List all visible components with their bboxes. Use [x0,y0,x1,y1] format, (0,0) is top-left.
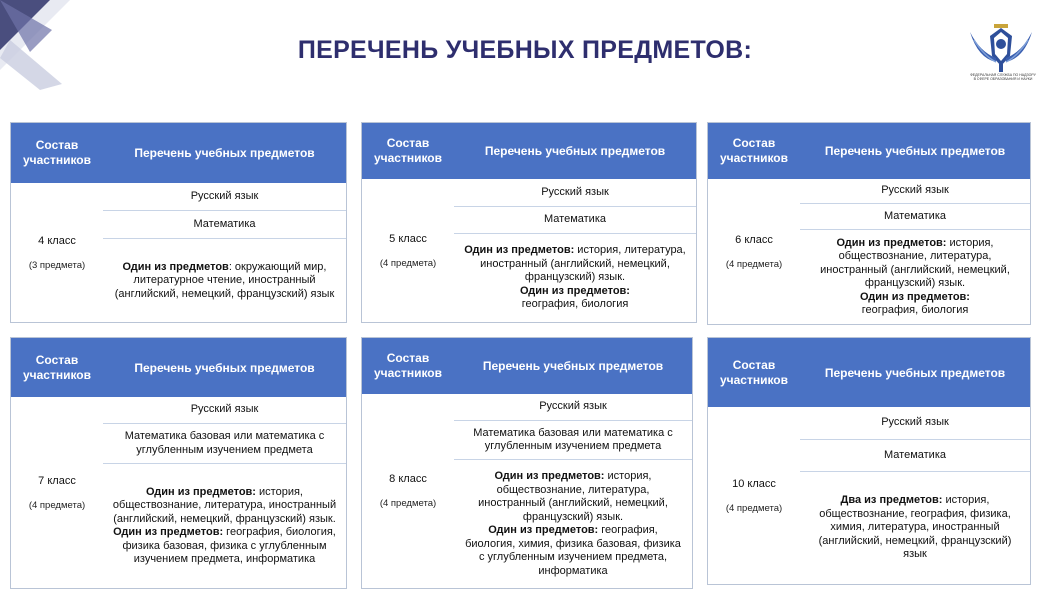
card-header [11,338,346,397]
subject-row [800,230,1030,324]
grade-cell [11,183,103,322]
subject-count: (4 предмета) [28,499,86,511]
page-title: ПЕРЕЧЕНЬ УЧЕБНЫХ ПРЕДМЕТОВ: [297,36,753,64]
subject-text: Один из предметов: история, обществознание, литература, иностранный (английский, немецкий, французский) язык. Один из предметов: география, биология, физика базовая, физика с углубленным изучением предмета, информатика [112,485,337,565]
subject-count: (4 предмета) [725,258,783,270]
subject-text: Математика базовая или математика с углубленным изучением предмета [124,430,325,456]
grade-label: 5 класс [389,232,427,245]
header-subjects: Перечень учебных предметов [824,365,1006,380]
card-header [708,123,1030,179]
subject-text: Математика базовая или математика с углубленным изучением предмета [473,426,673,452]
subjects-list [103,183,346,322]
subject-row [800,440,1030,472]
subject-row [103,397,346,424]
header-participants: Состав участников [22,352,92,382]
card-header [362,123,696,179]
subjects-list [454,394,692,588]
card-header [11,123,346,183]
subject-row [454,460,692,588]
subject-count: (4 предмета) [379,257,437,269]
subject-text: Математика [544,213,606,226]
subject-text: Русский язык [539,400,607,413]
grade-label: 6 класс [735,233,773,246]
subject-row [103,424,346,464]
logo-caption: ФЕДЕРАЛЬНАЯ СЛУЖБА ПО НАДЗОРУ В СФЕРЕ ОБРАЗОВАНИЯ И НАУКИ [970,73,1036,81]
subject-row [800,179,1030,204]
subject-row [800,407,1030,440]
subject-row [800,204,1030,230]
subject-text: Один из предметов: история, обществознание, литература, иностранный (английский, немецкий, французский) язык. Один из предметов: география, биология, химия, физика базовая, физика с углубленным изучением предмета, информатика [465,470,681,577]
grade-cell [708,407,800,584]
subjects-card-grade-10 [707,337,1031,585]
subjects-card-grade-7 [10,337,347,589]
subject-count: (3 предмета) [28,259,86,271]
header-subjects: Перечень учебных предметов [482,359,664,373]
subject-text: Два из предметов: история, обществознание, география, физика, химия, литература, иностранный (английский, немецкий, французский) язык [818,494,1012,561]
subjects-card-grade-8 [361,337,693,589]
subject-text: Русский язык [541,185,609,198]
subject-text: Русский язык [881,184,949,197]
grade-label: 4 класс [38,234,76,247]
header-subjects: Перечень учебных предметов [484,144,666,158]
header-participants: Состав участников [719,357,789,387]
subject-row [454,421,692,460]
subject-text: Один из предметов: окружающий мир, литературное чтение, иностранный (английский, немецкий, французский) язык [114,260,335,300]
grade-cell [11,397,103,588]
grade-label: 7 класс [38,474,76,487]
subjects-card-grade-5 [361,122,697,323]
header-subjects: Перечень учебных предметов [134,360,315,375]
header-participants: Состав участников [373,351,443,380]
subject-row [103,211,346,239]
subject-row [103,183,346,211]
subject-row [454,207,696,234]
subjects-card-grade-6 [707,122,1031,325]
subjects-list [800,179,1030,324]
grade-cell [362,179,454,322]
header-participants: Состав участников [373,136,443,165]
subject-count: (4 предмета) [379,498,437,509]
subject-count: (4 предмета) [725,502,783,514]
grade-label: 10 класс [732,477,776,490]
subject-text: Русский язык [881,416,949,429]
subject-text: Математика [884,209,946,222]
subjects-list [103,397,346,588]
subject-row [800,472,1030,584]
card-header [362,338,692,394]
subject-text: Русский язык [190,403,259,416]
grade-label: 8 класс [389,473,427,485]
card-header [708,338,1030,407]
header-subjects: Перечень учебных предметов [134,146,315,160]
subject-text: Один из предметов: история, обществознание, литература, иностранный (английский, немецкий, французский) язык. Один из предметов: география, биология [820,236,1010,316]
subject-row [454,394,692,421]
subject-row [454,179,696,207]
subjects-card-grade-4 [10,122,347,323]
header-participants: Состав участников [22,138,92,167]
subject-row [103,464,346,588]
grade-cell [708,179,800,324]
subject-text: Математика [884,448,946,461]
subject-text: Один из предметов: история, литература, иностранный (английский, немецкий, французский) язык. Один из предметов: география, биология [464,244,686,311]
header-participants: Состав участников [719,136,789,165]
header-subjects: Перечень учебных предметов [824,144,1006,158]
subjects-list [454,179,696,322]
grade-cell [362,394,454,588]
subject-text: Русский язык [190,189,259,202]
subjects-list [800,407,1030,584]
subject-row [454,234,696,322]
subject-text: Математика [193,217,256,230]
subject-row [103,239,346,323]
